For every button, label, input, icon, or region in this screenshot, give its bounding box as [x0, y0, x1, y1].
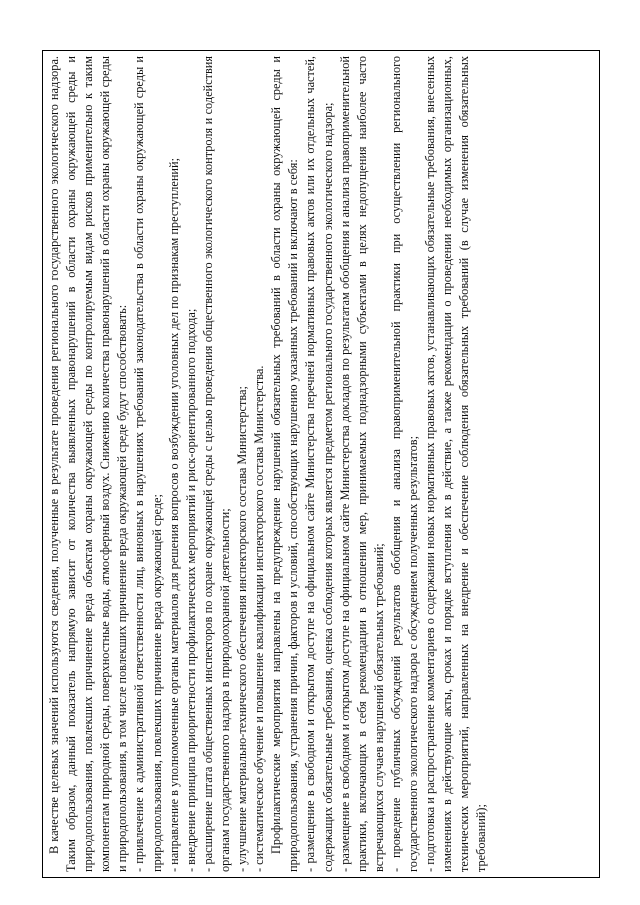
text-table-frame [42, 50, 600, 878]
prevention-paragraph: Профилактические мероприятия направлены на предупреждение нарушений обязательных требований в области охраны окружающей среды и природопользования, устранения причин, факторов и условий, способствующих нарушению указанных требований и включают в себя: [269, 56, 301, 872]
list-item-administrative-liability: - привлечение к административной ответственности лиц, виновных в нарушениях требований законодательства в области охраны окружающей среды и природопользования, повлекших причинение вреда окружающей среде; [132, 56, 164, 872]
list-item-prevention-priority: - внедрение принципа приоритетности профилактических мероприятий и риск-ориентированного подхода; [183, 308, 198, 872]
list-item-commentary: - подготовка и распространение комментариев о содержании новых нормативных правовых актов, устанавливающих обязательные требования, внесенных изменениях в действующие акты, сроках и порядке вступления их в действие, а также рекомендации о проведении необходимых организационных, технических мероприятий, направленных на внедрение и обеспечение соблюдения обязательных требований (в случае изменения обязательных требований); [423, 56, 489, 872]
list-item-training: - систематическое обучение и повышение квалификации инспекторского состава Министерства. [252, 365, 267, 872]
intro-paragraph: В качестве целевых значений используются сведения, полученные в результате проведения регионального государственного экологического надзора. Таким образом, данный показатель напрямую зависит от количества выявленных правонарушений в области охраны окружающей среды и природопользования, повлекших причинение вреда объектам охраны окружающей среды по контролируемым видам рисков применительно к таким компонентам природной среды, поверхностные воды, атмосферный воздух. Снижению количества правонарушений в области охраны окружающей среды и природопользования, в том числе повлекших причинение вреда окружающей среде будут способствовать: [47, 56, 130, 872]
list-item-public-discussions: - проведение публичных обсуждений результатов обобщения и анализа правоприменительной практики при осуществлении регионального государственного экологического надзора с обсуждением полученных результатов; [388, 56, 420, 872]
list-item-publish-reports: - размещение в свободном и открытом доступе на официальном сайте Министерства докладов по результатам обобщения и анализа правоприменительной практики, включающих в себя рекомендации в отношении мер, принимаемых поднадзорными субъектами в целях недопущения наиболее часто встречающихся случаев нарушений обязательных требований; [337, 56, 386, 872]
list-item-technical-support: - улучшение материально-технического обеспечения инспекторского состава Министерства; [235, 386, 250, 872]
list-item-publish-acts: - размещение в свободном и открытом доступе на официальном сайте Министерства перечней нормативных правовых актов или их отдельных частей, содержащих обязательные требования, оценка соблюдения которых является предметом регионального государственного экологического надзора; [303, 56, 335, 872]
list-item-criminal-referral: - направление в уполномоченные органы материалов для решения вопросов о возбуждении уголовных дел по признакам преступлений; [166, 158, 181, 872]
list-item-public-inspectors: - расширение штата общественных инспекторов по охране окружающей среды с целью проведения общественного экологического контроля и содействия органам государственного надзора в природоохранной деятельности; [200, 56, 232, 872]
